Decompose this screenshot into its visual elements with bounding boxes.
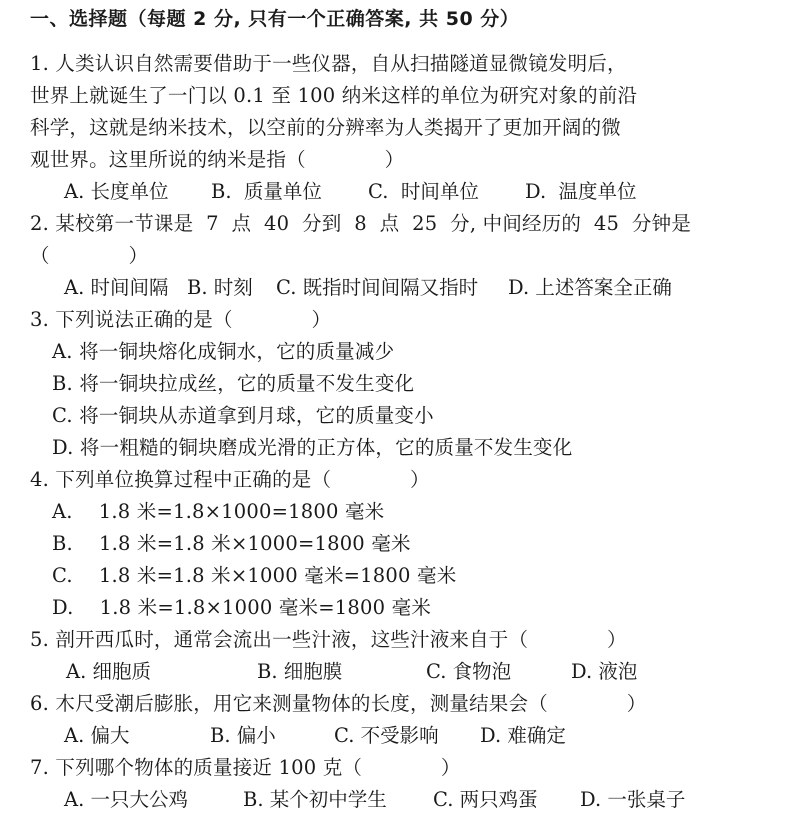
question-stem-line: 观世界。这里所说的纳米是指（ ） (30, 148, 405, 171)
section-title: 一、选择题（每题 2 分, 只有一个正确答案, 共 50 分） (30, 8, 520, 30)
option-d[interactable]: D. 一张桌子 (580, 788, 686, 811)
option-c[interactable]: C. 1.8 米=1.8 米×1000 毫米=1800 毫米 (52, 564, 457, 587)
option-c[interactable]: C. 将一铜块从赤道拿到月球，它的质量变小 (52, 404, 434, 427)
question-stem-line: （ ） (30, 244, 149, 267)
question-stem-line: 科学，这就是纳米技术，以空前的分辨率为人类揭开了更加开阔的微 (30, 116, 622, 139)
option-d[interactable]: D. 将一粗糙的铜块磨成光滑的正方体，它的质量不发生变化 (52, 436, 573, 459)
question-stem-line: 4. 下列单位换算过程中正确的是（ ） (30, 468, 430, 491)
option-a[interactable]: A. 偏大 (64, 724, 130, 747)
option-d[interactable]: D. 温度单位 (525, 180, 637, 203)
option-d[interactable]: D. 难确定 (480, 724, 566, 747)
option-b[interactable]: B. 将一铜块拉成丝，它的质量不发生变化 (52, 372, 415, 395)
option-c[interactable]: C. 不受影响 (334, 724, 439, 747)
option-a[interactable]: A. 一只大公鸡 (64, 788, 188, 811)
question-stem-line: 1. 人类认识自然需要借助于一些仪器，自从扫描隧道显微镜发明后， (30, 52, 627, 75)
option-a[interactable]: A. 时间间隔 (64, 276, 169, 299)
option-b[interactable]: B. 1.8 米=1.8 米×1000=1800 毫米 (52, 532, 411, 555)
option-b[interactable]: B. 质量单位 (211, 180, 322, 203)
option-c[interactable]: C. 两只鸡蛋 (433, 788, 538, 811)
option-b[interactable]: B. 偏小 (210, 724, 276, 747)
option-b[interactable]: B. 时刻 (187, 276, 253, 299)
question-stem-line: 7. 下列哪个物体的质量接近 100 克（ ） (30, 756, 461, 779)
option-d[interactable]: D. 上述答案全正确 (508, 276, 672, 299)
question-stem-line: 3. 下列说法正确的是（ ） (30, 308, 332, 331)
option-d[interactable]: D. 1.8 米=1.8×1000 毫米=1800 毫米 (52, 596, 432, 619)
option-c[interactable]: C. 时间单位 (368, 180, 479, 203)
option-c[interactable]: C. 食物泡 (426, 660, 512, 683)
question-stem-line: 世界上就诞生了一门以 0.1 至 100 纳米这样的单位为研究对象的前沿 (30, 84, 638, 107)
question-stem-line: 6. 木尺受潮后膨胀，用它来测量物体的长度，测量结果会（ ） (30, 692, 647, 715)
option-a[interactable]: A. 1.8 米=1.8×1000=1800 毫米 (52, 500, 385, 523)
option-b[interactable]: B. 某个初中学生 (243, 788, 387, 811)
option-d[interactable]: D. 液泡 (571, 660, 638, 683)
option-a[interactable]: A. 将一铜块熔化成铜水，它的质量减少 (52, 340, 395, 363)
question-stem-line: 5. 剖开西瓜时，通常会流出一些汁液，这些汁液来自于（ ） (30, 628, 627, 651)
option-a[interactable]: A. 长度单位 (64, 180, 169, 203)
option-b[interactable]: B. 细胞膜 (257, 660, 343, 683)
option-c[interactable]: C. 既指时间间隔又指时 (276, 276, 479, 299)
option-a[interactable]: A. 细胞质 (66, 660, 151, 683)
question-stem-line: 2. 某校第一节课是 7 点 40 分到 8 点 25 分, 中间经历的 45 分钟是 (30, 212, 692, 235)
